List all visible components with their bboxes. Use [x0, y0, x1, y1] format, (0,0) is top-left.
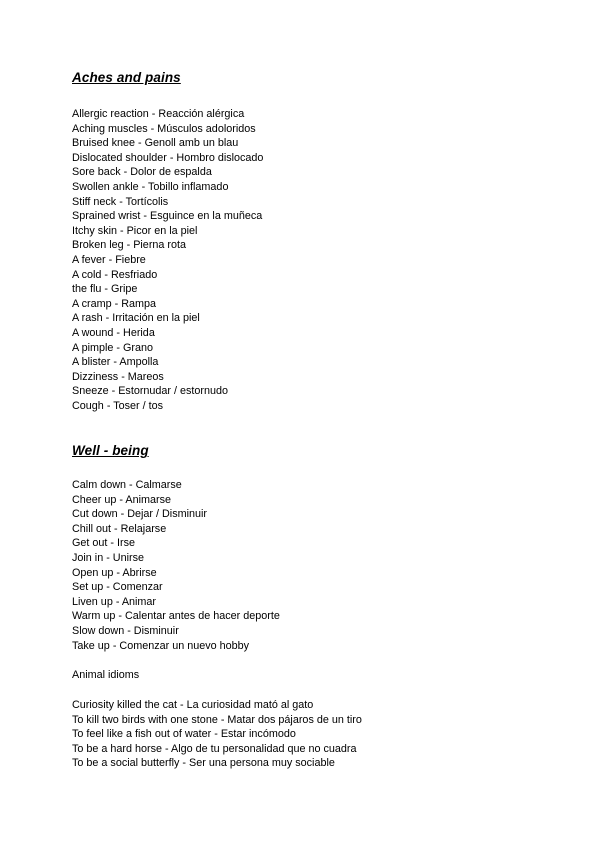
- list-item: A blister - Ampolla: [72, 356, 159, 369]
- list-item: Dislocated shoulder - Hombro dislocado: [72, 151, 264, 164]
- list-item: To be a hard horse - Algo de tu personalidad que no cuadra: [72, 742, 357, 755]
- list-item: A rash - Irritación en la piel: [72, 312, 200, 325]
- animal-idioms-list: [72, 698, 362, 771]
- list-item: Join in - Unirse: [72, 551, 145, 564]
- list-item: Dizziness - Mareos: [72, 370, 164, 383]
- list-item: Get out - Irse: [72, 537, 136, 550]
- list-item: A cold - Resfriado: [72, 268, 158, 281]
- list-item: Curiosity killed the cat - La curiosidad mató al gato: [72, 699, 314, 711]
- list-item: Cut down - Dejar / Disminuir: [72, 508, 207, 521]
- section-heading-animal-idioms: Animal idioms: [72, 669, 140, 681]
- list-item: Sprained wrist - Esguince en la muñeca: [72, 210, 263, 223]
- list-item: Open up - Abrirse: [72, 566, 157, 579]
- section-heading-well-being: Well - being: [72, 443, 149, 458]
- well-being-list: [72, 478, 280, 653]
- list-item: Liven up - Animar: [72, 595, 157, 608]
- list-item: Broken leg - Pierna rota: [72, 239, 187, 252]
- list-item: A cramp - Rampa: [72, 297, 157, 310]
- list-item: Itchy skin - Picor en la piel: [72, 224, 198, 237]
- list-item: Swollen ankle - Tobillo inflamado: [72, 180, 229, 193]
- list-item: To kill two birds with one stone - Matar dos pájaros de un tiro: [72, 713, 362, 726]
- section-heading-aches-and-pains: Aches and pains: [72, 70, 181, 85]
- list-item: Aching muscles - Músculos adoloridos: [72, 122, 256, 135]
- list-item: Set up - Comenzar: [72, 581, 163, 594]
- list-item: Bruised knee - Genoll amb un blau: [72, 137, 239, 150]
- list-item: Sneeze - Estornudar / estornudo: [72, 385, 229, 398]
- list-item: A wound - Herida: [72, 326, 155, 339]
- list-item: To be a social butterfly - Ser una persona muy sociable: [72, 757, 335, 770]
- list-item: To feel like a fish out of water - Estar incómodo: [72, 728, 296, 741]
- aches-and-pains-list: [72, 107, 263, 413]
- list-item: Calm down - Calmarse: [72, 479, 182, 491]
- list-item: A pimple - Grano: [72, 341, 154, 354]
- list-item: the flu - Gripe: [72, 283, 138, 296]
- list-item: Slow down - Disminuir: [72, 624, 179, 637]
- list-item: Take up - Comenzar un nuevo hobby: [72, 639, 250, 652]
- list-item: A fever - Fiebre: [72, 253, 146, 266]
- list-item: Warm up - Calentar antes de hacer deporte: [72, 610, 280, 623]
- list-item: Cheer up - Animarse: [72, 493, 172, 506]
- list-item: Chill out - Relajarse: [72, 522, 167, 535]
- list-item: Allergic reaction - Reacción alérgica: [72, 108, 245, 120]
- list-item: Stiff neck - Tortícolis: [72, 195, 169, 208]
- list-item: Sore back - Dolor de espalda: [72, 166, 212, 179]
- list-item: Cough - Toser / tos: [72, 399, 164, 412]
